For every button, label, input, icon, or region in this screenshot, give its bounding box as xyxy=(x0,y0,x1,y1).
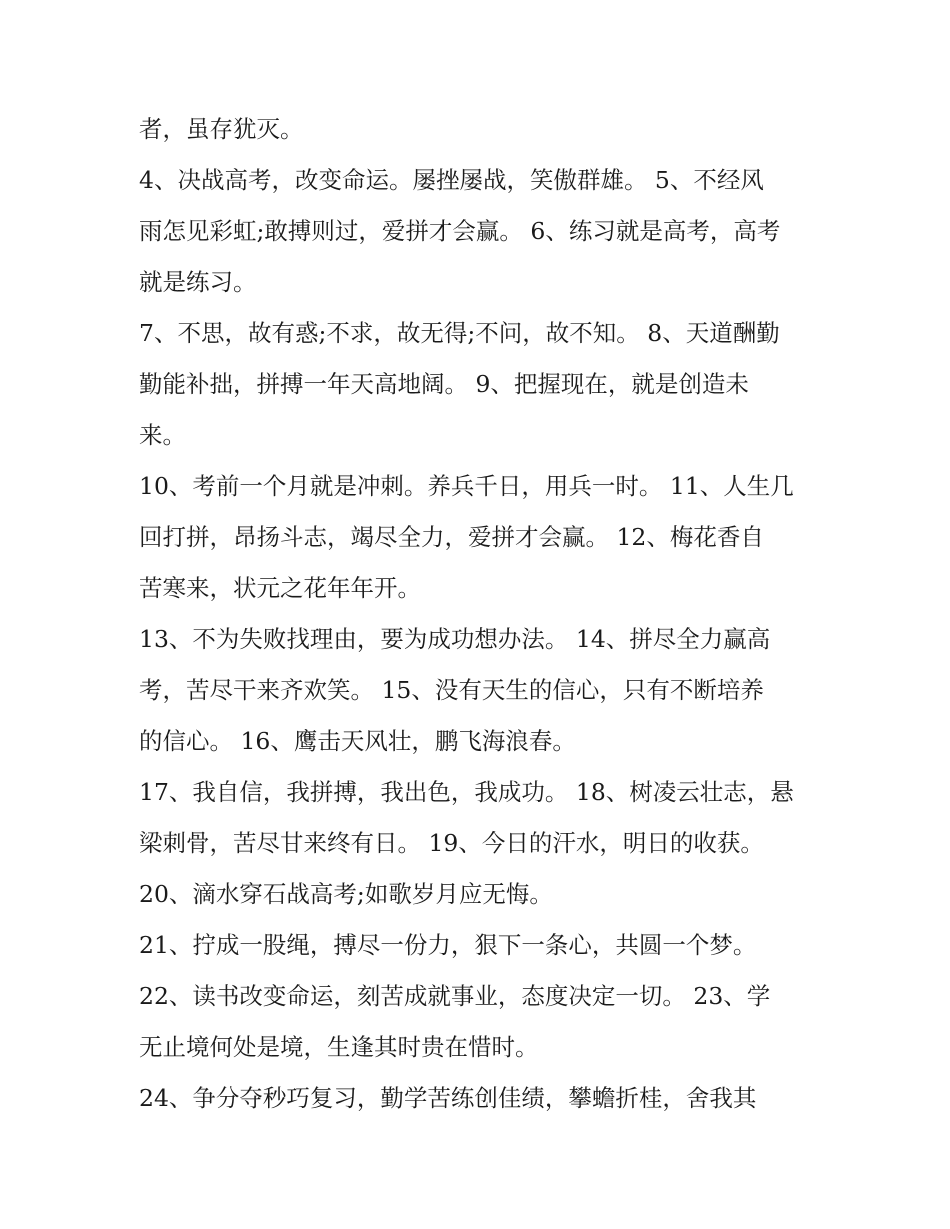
text-line: 考，苦尽干来齐欢笑。 15、没有天生的信心，只有不断培养 xyxy=(139,676,764,704)
text-line: 20、滴水穿石战高考;如歌岁月应无悔。 xyxy=(139,880,553,908)
text-line: 苦寒来，状元之花年年开。 xyxy=(139,574,421,602)
text-line: 的信心。 16、鹰击天风壮，鹏飞海浪春。 xyxy=(139,727,576,755)
text-line: 回打拼，昂扬斗志，竭尽全力，爱拼才会赢。 12、梅花香自 xyxy=(139,523,764,551)
text-line: 21、拧成一股绳，搏尽一份力，狠下一条心，共圆一个梦。 xyxy=(139,931,757,959)
text-line: 10、考前一个月就是冲刺。养兵千日，用兵一时。 11、人生几 xyxy=(139,472,794,500)
text-line: 者，虽存犹灭。 xyxy=(139,115,304,143)
text-line: 7、不思，故有惑;不求，故无得;不问，故不知。 8、天道酬勤 xyxy=(139,319,780,347)
text-line: 24、争分夺秒巧复习，勤学苦练创佳绩，攀蟾折桂，舍我其 xyxy=(139,1084,757,1112)
text-line: 来。 xyxy=(139,421,186,449)
text-line: 勤能补拙，拼搏一年天高地阔。 9、把握现在，就是创造未 xyxy=(139,370,749,398)
text-line: 17、我自信，我拼搏，我出色，我成功。 18、树凌云壮志，悬 xyxy=(139,778,794,806)
text-line: 22、读书改变命运，刻苦成就事业，态度决定一切。 23、学 xyxy=(139,982,771,1010)
text-line: 无止境何处是境，生逢其时贵在惜时。 xyxy=(139,1033,539,1061)
body-text xyxy=(139,104,829,1124)
text-line: 梁刺骨，苦尽甘来终有日。 19、今日的汗水，明日的收获。 xyxy=(139,829,764,857)
text-line: 4、决战高考，改变命运。屡挫屡战，笑傲群雄。 5、不经风 xyxy=(139,166,764,194)
text-line: 13、不为失败找理由，要为成功想办法。 14、拼尽全力赢高 xyxy=(139,625,771,653)
text-line: 就是练习。 xyxy=(139,268,257,296)
text-line: 雨怎见彩虹;敢搏则过，爱拼才会赢。 6、练习就是高考，高考 xyxy=(139,217,781,245)
